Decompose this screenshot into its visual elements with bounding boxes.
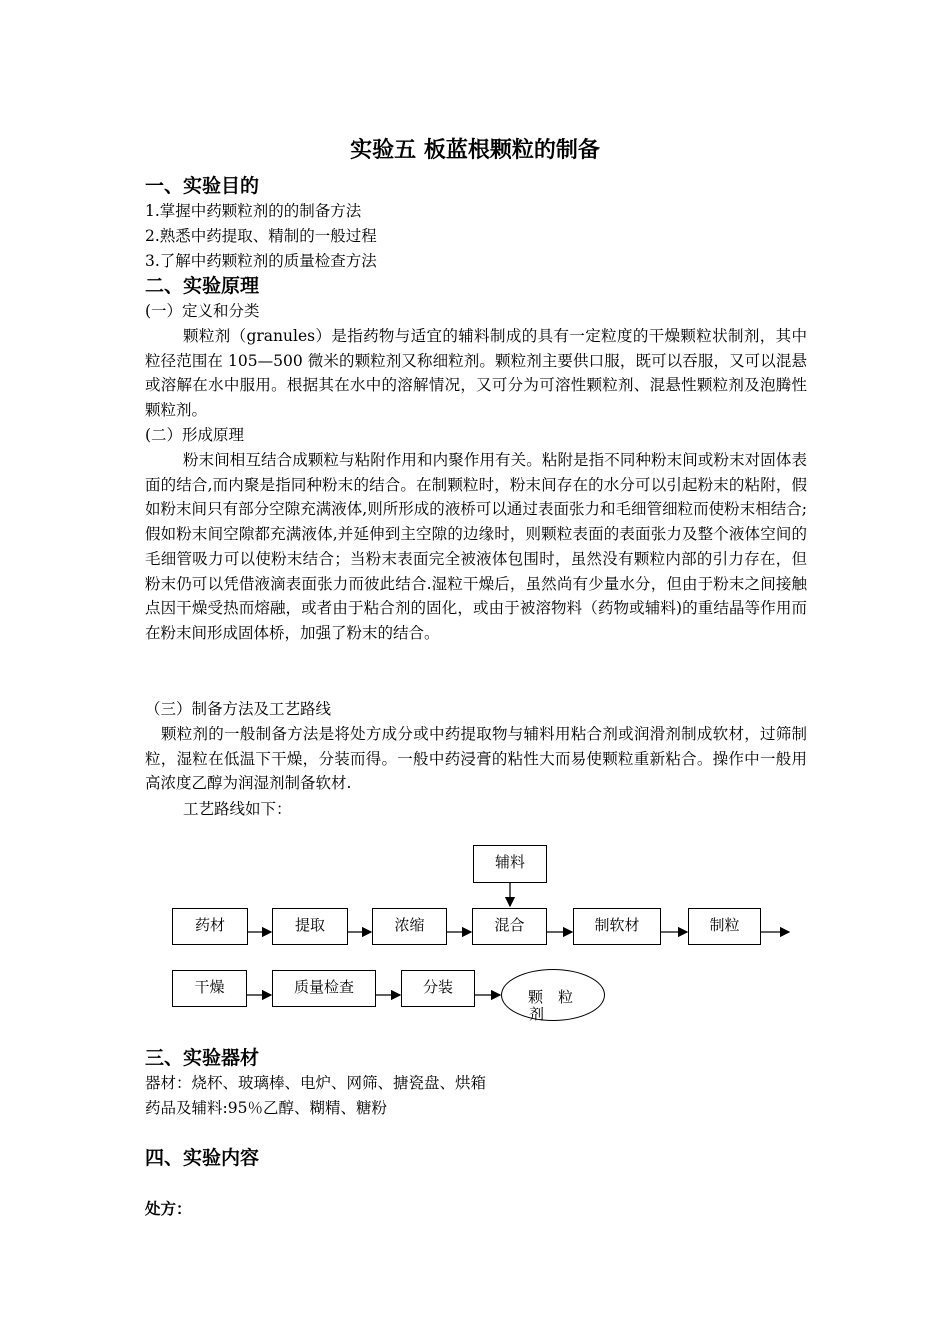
- subsection-method: （三）制备方法及工艺路线: [145, 700, 332, 718]
- flow-box-soft-material: 制软材: [573, 908, 661, 945]
- objective-1: 1.掌握中药颗粒剂的的制备方法: [145, 202, 362, 220]
- subsection-formation: (二）形成原理: [145, 426, 245, 444]
- section-1-heading: 一、实验目的: [145, 175, 260, 197]
- flow-box-auxiliary: 辅料: [473, 845, 547, 883]
- flow-box-herbs: 药材: [172, 908, 248, 945]
- flow-box-dry: 干燥: [172, 970, 247, 1007]
- equipment-line: 器材：烧杯、玻璃棒、电炉、网筛、搪瓷盘、烘箱: [145, 1074, 487, 1092]
- prescription-label: 处方：: [145, 1200, 192, 1218]
- subsection-definition: (一）定义和分类: [145, 302, 260, 320]
- formation-paragraph: 粉末间相互结合成颗粒与粘附作用和内聚作用有关。粘附是指不同种粉末间或粉末对固体表面的结合,而内聚是指同种粉末的结合。在制颗粒时，粉末间存在的水分可以引起粉末的粘附，假如粉末间只有部分空隙充满液体,则所形成的液桥可以通过表面张力和毛细管细粒而使粉末相结合;假如粉末间空隙都充满液体,并延伸到主空隙的边缘时，则颗粒表面的表面张力及整个液体空间的毛细管吸力可以使粉末结合；当粉末表面完全被液体包围时，虽然没有颗粒内部的引力存在，但粉末仍可以凭借液滴表面张力而彼此结合.湿粒干燥后，虽然尚有少量水分，但由于粉末之间接触点因干燥受热而熔融，或者由于粘合剂的固化，或由于被溶物料（药物或辅料)的重结晶等作用而在粉末间形成固体桥，加强了粉末的结合。: [145, 451, 807, 642]
- objective-3: 3.了解中药颗粒剂的质量检查方法: [145, 252, 377, 270]
- flow-oval-line1: 颗 粒: [528, 988, 574, 1006]
- flow-box-mix: 混合: [472, 908, 547, 945]
- definition-paragraph: 颗粒剂（granules）是指药物与适宜的辅料制成的具有一定粒度的干燥颗粒状制剂，其中粒径范围在 105—500 微米的颗粒剂又称细粒剂。颗粒剂主要供口服，既可以吞服，又可以混悬或溶解在水中服用。根据其在水中的溶解情况，又可分为可溶性颗粒剂、混悬性颗粒剂及泡腾性颗粒剂。: [145, 327, 807, 420]
- materials-line: 药品及辅料:95％乙醇、糊精、糖粉: [145, 1099, 387, 1117]
- section-4-heading: 四、实验内容: [145, 1147, 260, 1169]
- page-title: 实验五 板蓝根颗粒的制备: [350, 138, 600, 163]
- flow-box-quality-check: 质量检查: [272, 970, 376, 1007]
- flow-box-extract: 提取: [272, 908, 348, 945]
- flow-box-package: 分装: [401, 970, 475, 1007]
- flow-oval-granules: [501, 969, 605, 1021]
- section-3-heading: 三、实验器材: [145, 1047, 260, 1069]
- flow-oval-line2: 剂: [529, 1005, 545, 1023]
- flow-box-granulate: 制粒: [688, 908, 761, 945]
- section-2-heading: 二、实验原理: [145, 275, 260, 297]
- flow-box-concentrate: 浓缩: [372, 908, 447, 945]
- objective-2: 2.熟悉中药提取、精制的一般过程: [145, 227, 377, 245]
- method-paragraph: 颗粒剂的一般制备方法是将处方成分或中药提取物与辅料用粘合剂或润滑剂制成软材，过筛制粒，湿粒在低温下干燥，分装而得。一般中药浸膏的粘性大而易使颗粒重新粘合。操作中一般用高浓度乙醇为润湿剂制备软材.: [145, 725, 807, 793]
- route-label: 工艺路线如下：: [183, 800, 292, 818]
